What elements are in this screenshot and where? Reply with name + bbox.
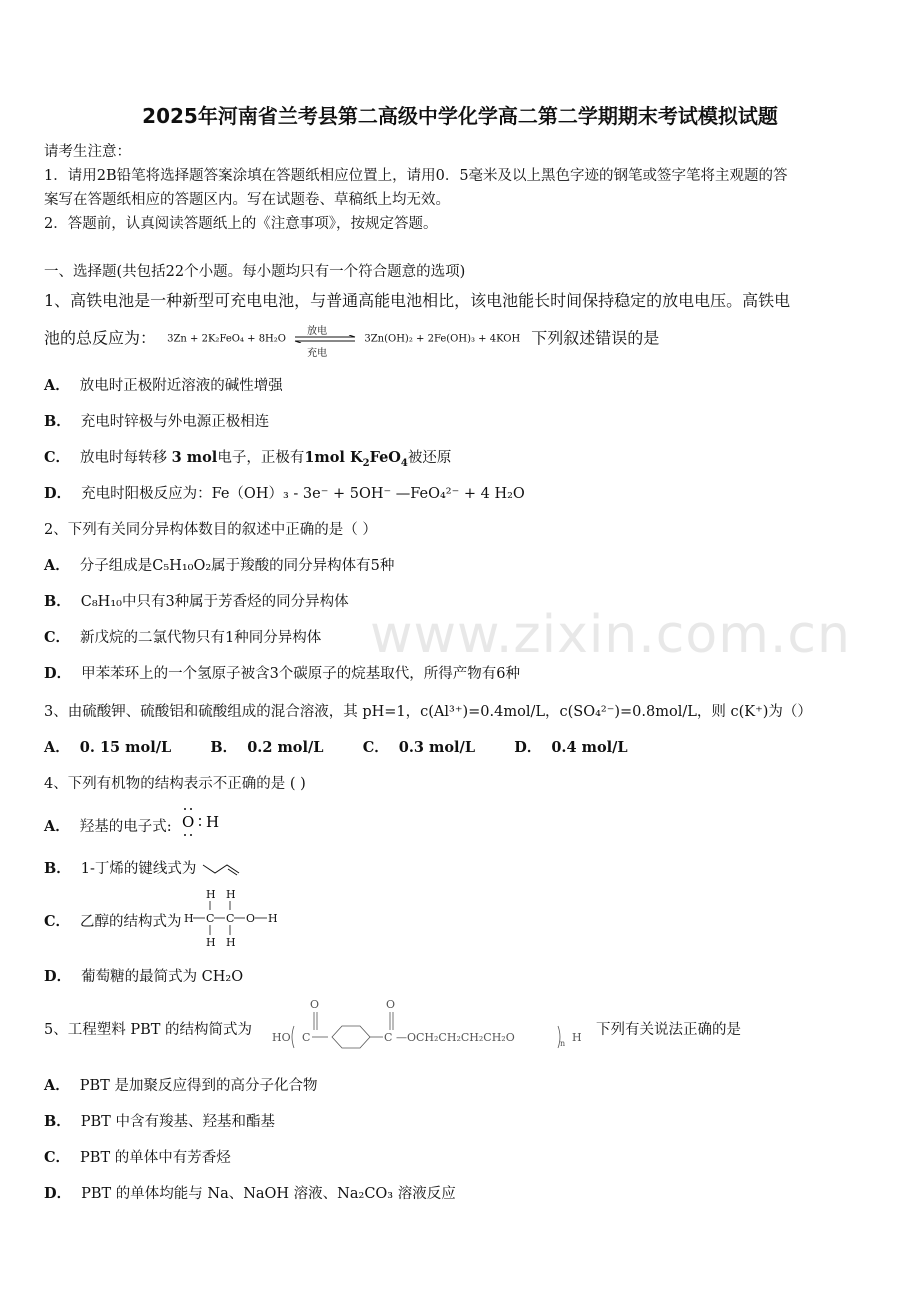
option-text: C₈H₁₀中只有3种属于芳香烃的同分异构体 <box>80 594 349 610</box>
svg-text:HO: HO <box>272 1031 291 1044</box>
q1-stem-prefix: 池的总反应为： <box>44 328 157 348</box>
option-key: A． <box>44 818 70 835</box>
q5-stem-suffix: 下列有关说法正确的是 <box>596 1022 741 1038</box>
pbt-structure-icon <box>272 996 588 1054</box>
option-text-bold: 3 mol <box>171 449 218 466</box>
option-text: 电子，正极有 <box>217 450 305 466</box>
svg-text:O: O <box>386 998 396 1011</box>
q2-option-c[interactable] <box>44 626 321 647</box>
option-text-bold: 1mol K <box>304 449 363 466</box>
option-text: 葡萄糖的最简式为 CH₂O <box>81 969 244 985</box>
option-text: PBT 是加聚反应得到的高分子化合物 <box>79 1078 318 1094</box>
option-text: PBT 的单体均能与 Na、NaOH 溶液、Na₂CO₃ 溶液反应 <box>81 1186 456 1202</box>
q1-stem-line1: 1、高铁电池是一种新型可充电电池，与普通高能电池相比，该电池能长时间保持稳定的放电电压。高铁电 <box>44 291 791 310</box>
option-key: D． <box>44 1185 72 1202</box>
option-key: B． <box>44 860 71 877</box>
q1-eq-bottom: 充电 <box>307 348 328 359</box>
butene-skeletal-icon <box>201 861 241 877</box>
q1-option-c[interactable]: C． 放电时每转移 3 mol电子，正极有1mol $K_2FeO_4$被还原 <box>44 449 452 469</box>
q4-option-b[interactable] <box>44 857 241 878</box>
option-key: D． <box>514 739 542 756</box>
q2-option-b[interactable] <box>44 590 349 611</box>
option-key: B． <box>44 1113 71 1130</box>
notice-item-1a: 1．请用2B铅笔将选择题答案涂填在答题纸相应位置上，请用0．5毫米及以上黑色字迹的钢笔或签字笔将主观题的答 <box>44 168 788 184</box>
q3-option-d[interactable] <box>514 740 627 756</box>
option-key: A． <box>44 739 70 756</box>
option-text: 0.4 mol/L <box>551 739 628 756</box>
option-key: B． <box>210 739 238 756</box>
svg-text:C: C <box>206 912 215 925</box>
option-text: 1-丁烯的键线式为 <box>80 861 197 877</box>
q3-options <box>44 736 628 757</box>
q1-equation <box>167 322 521 359</box>
option-key: B． <box>44 593 71 610</box>
option-key: C． <box>44 629 71 646</box>
reversible-arrow-icon <box>293 322 357 359</box>
option-key: D． <box>44 665 72 682</box>
option-text: PBT 中含有羧基、羟基和酯基 <box>80 1114 275 1130</box>
watermark: www.zixin.com.cn <box>370 605 851 665</box>
q4-option-a[interactable] <box>44 815 236 839</box>
option-text: 充电时锌极与外电源正极相连 <box>80 414 270 430</box>
option-key: A． <box>44 557 70 574</box>
q3-option-a[interactable] <box>44 740 171 756</box>
option-key: C． <box>44 1149 71 1166</box>
svg-text:H: H <box>572 1031 582 1044</box>
svg-text:O: O <box>310 998 320 1011</box>
q4-stem: 4、下列有机物的结构表示不正确的是 ( ) <box>44 776 306 792</box>
svg-text:C: C <box>226 912 235 925</box>
q1-stem-line2 <box>44 322 660 359</box>
svg-text:H: H <box>268 912 278 925</box>
notice-heading: 请考生注意： <box>44 144 131 160</box>
option-text: 0. 15 mol/L <box>79 739 172 756</box>
option-text: 甲苯苯环上的一个氢原子被含3个碳原子的烷基取代，所得产物有6种 <box>81 666 521 682</box>
svg-text:—OCH₂CH₂CH₂CH₂O: —OCH₂CH₂CH₂CH₂O <box>396 1031 515 1044</box>
notice-item-1b: 案写在答题纸相应的答题区内。写在试题卷、草稿纸上均无效。 <box>44 192 450 208</box>
section-heading: 一、选择题(共包括22个小题。每小题均只有一个符合题意的选项) <box>44 264 466 280</box>
q1-option-d[interactable] <box>44 482 525 503</box>
q5-option-a[interactable] <box>44 1074 317 1095</box>
hydroxyl-electron-formula-icon <box>176 805 236 839</box>
option-text: 放电时每转移 <box>80 450 168 466</box>
option-text: 乙醇的结构式为 <box>80 914 182 930</box>
ethanol-structural-formula-icon <box>184 886 284 950</box>
option-key: A． <box>44 377 70 394</box>
svg-text:n: n <box>560 1039 566 1048</box>
option-text: 0.2 mol/L <box>247 739 324 756</box>
svg-text:C: C <box>384 1031 393 1044</box>
option-text: 分子组成是C₅H₁₀O₂属于羧酸的同分异构体有5种 <box>79 558 395 574</box>
q3-option-b[interactable] <box>210 740 323 756</box>
q1-option-b[interactable] <box>44 410 269 431</box>
notice-item-2: 2．答题前，认真阅读答题纸上的《注意事项》，按规定答题。 <box>44 216 438 232</box>
q1-eq-right: 3Zn(OH)₂ + 2Fe(OH)₃ + 4KOH <box>364 333 521 345</box>
q5-stem-prefix: 5、工程塑料 PBT 的结构简式为 <box>44 1022 253 1038</box>
option-text: 新戊烷的二氯代物只有1种同分异构体 <box>80 630 322 646</box>
option-text: 被还原 <box>407 450 452 466</box>
q2-stem: 2、下列有关同分异构体数目的叙述中正确的是（ ） <box>44 522 377 538</box>
option-key: D． <box>44 485 72 502</box>
option-key: C． <box>44 913 71 930</box>
q5-option-b[interactable] <box>44 1110 275 1131</box>
q1-stem-suffix: 下列叙述错误的是 <box>531 328 660 348</box>
q5-option-c[interactable] <box>44 1146 231 1167</box>
svg-text:H: H <box>206 888 216 901</box>
svg-text:H: H <box>226 888 236 901</box>
svg-text:H: H <box>206 813 220 831</box>
q3-stem: 3、由硫酸钾、硫酸铝和硫酸组成的混合溶液，其 pH=1，c(Al³⁺)=0.4mol/L，c(SO₄²⁻)=0.8mol/L，则 c(K⁺)为（） <box>44 704 812 720</box>
option-text: 0.3 mol/L <box>398 739 476 756</box>
q2-option-a[interactable] <box>44 554 394 575</box>
q5-option-d[interactable] <box>44 1182 456 1203</box>
svg-text:H: H <box>206 936 216 949</box>
option-key: C． <box>362 739 389 756</box>
q1-eq-top: 放电 <box>307 326 328 337</box>
svg-text:C: C <box>302 1031 311 1044</box>
q1-option-a[interactable] <box>44 374 283 395</box>
equilibrium-arrows-icon <box>293 335 357 343</box>
option-key: A． <box>44 1077 70 1094</box>
option-key: D． <box>44 968 72 985</box>
svg-text:H: H <box>226 936 236 949</box>
option-text: 充电时阳极反应为：Fe（OH）₃ - 3e⁻ + 5OH⁻ —FeO₄²⁻ + 4 H₂O <box>81 486 525 502</box>
option-text: PBT 的单体中有芳香烃 <box>80 1150 231 1166</box>
q4-option-d[interactable] <box>44 965 243 986</box>
page-title: 2025年河南省兰考县第二高级中学化学高二第二学期期末考试模拟试题 <box>142 104 778 128</box>
option-key: B． <box>44 413 71 430</box>
option-text: 放电时正极附近溶液的碱性增强 <box>79 378 283 394</box>
q1-eq-left: 3Zn + 2K₂FeO₄ + 8H₂O <box>167 333 286 345</box>
option-text: 羟基的电子式: <box>79 819 172 835</box>
svg-text:O: O <box>246 912 256 925</box>
q3-option-c[interactable] <box>363 740 475 756</box>
svg-text:H: H <box>184 912 194 925</box>
svg-text:O: O <box>182 813 195 831</box>
q2-option-d[interactable] <box>44 662 520 683</box>
option-key: C． <box>44 449 71 466</box>
